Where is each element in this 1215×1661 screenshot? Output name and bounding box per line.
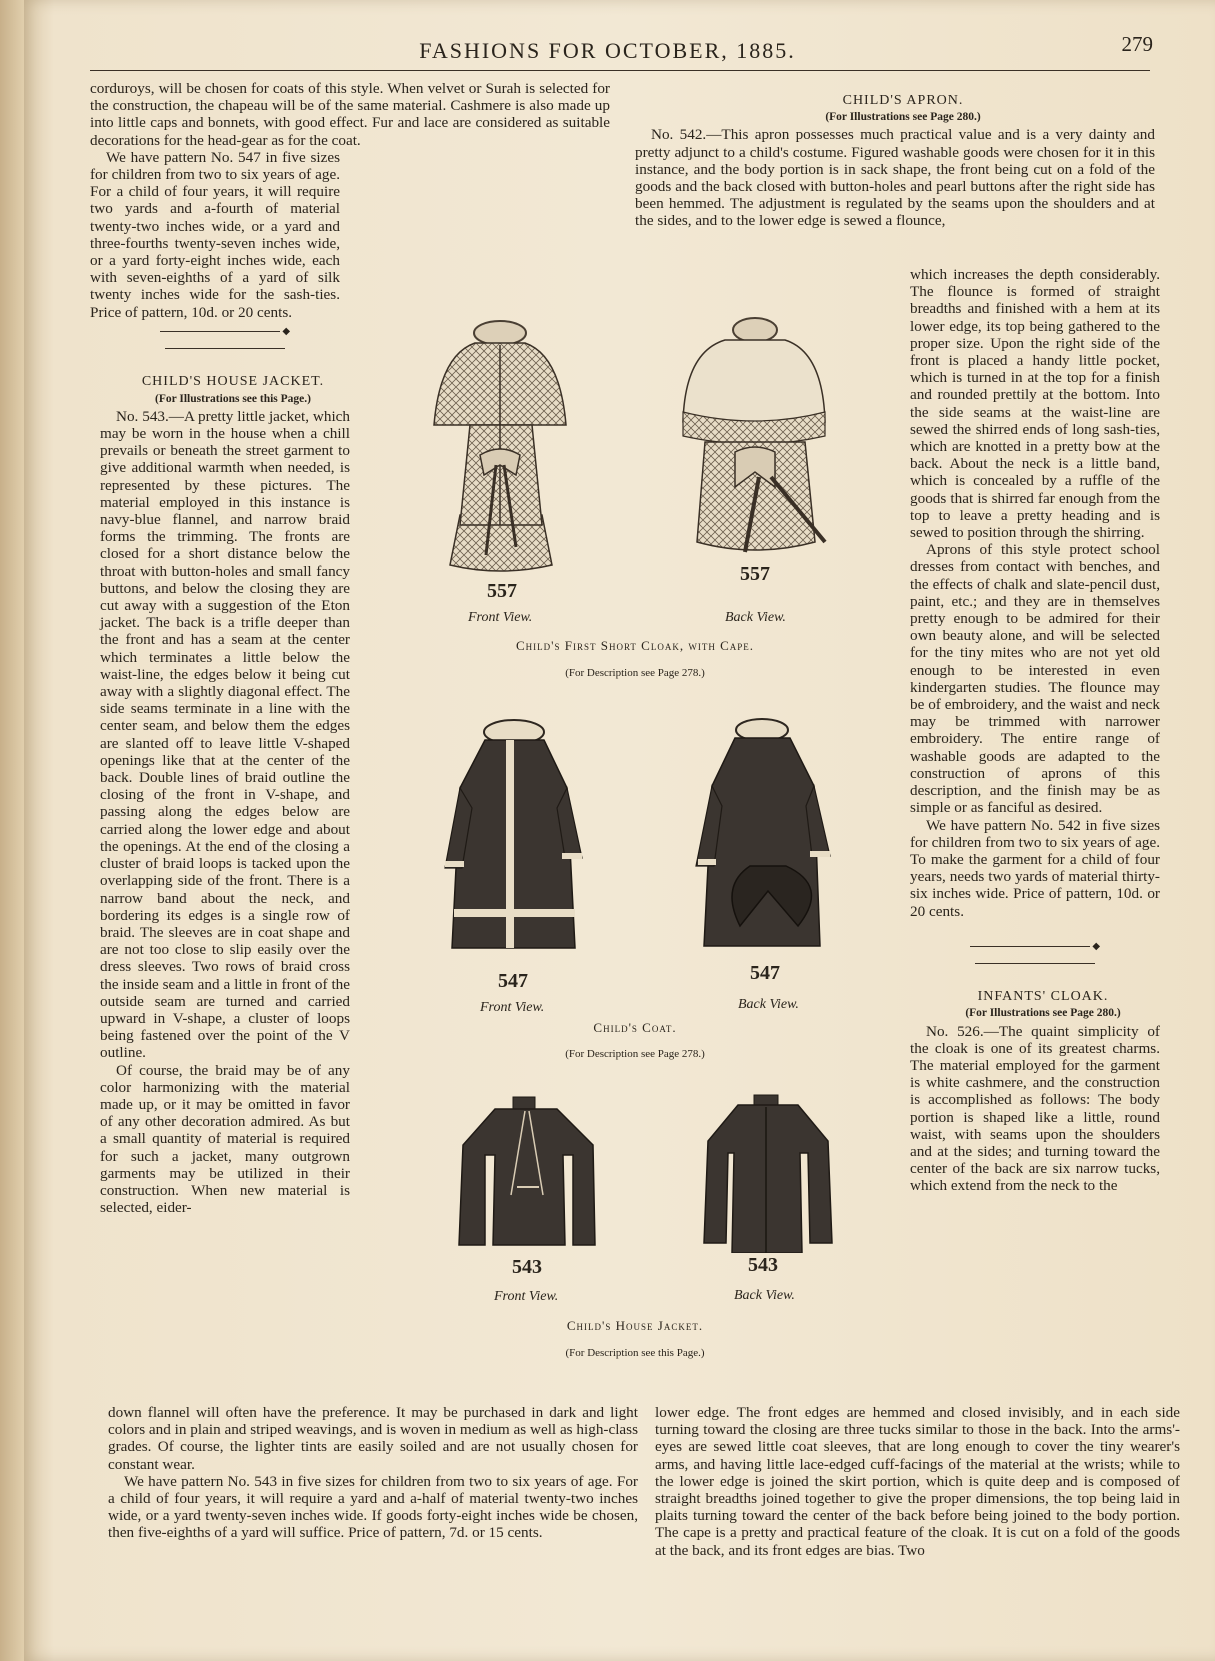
cloak-caption-note: (For Description see Page 278.) — [565, 667, 705, 679]
bottom-right-paragraph-1: lower edge. The front edges are hemmed and closed invisibly, and in each side turning toward the closing are three tucks similar to those in the back. Into the arms'-eyes are sewed little coat sleeves, that are long enough to cover the tiny wearer's arms, and having little lace-edged cuff-facings of the material at the wrists; while to the lower edge is joined the skirt portion, which is quite deep and is composed of straight breadths joined together to give the proper dimensions, the top being laid in plaits turning toward the center of the back before being joined to the body portion. The cape is a pretty and practical feature of the cloak. It is cut on a fold of the goods at the back, and its front edges are bias. Two — [655, 1404, 1180, 1559]
jacket-paragraph-1: No. 543.—A pretty little jacket, which may be worn in the house when a chill prevails or beneath the street garment to give additional warmth when needed, is represented by these pictures. The material employed in this instance is navy-blue flannel, and narrow braid forms the trimming. The fronts are closed for a short distance below the throat with button-holes and small fancy buttons, and below the closing they are cut away with a suggestion of the Eton jacket. The back is a trifle deeper than the front and has a seam at the center which terminates a little below the waist-line, the edges below it being cut away with a slightly diagonal effect. The side seams terminate in a line with the center seam, and below them the edges are slanted off to leave little V-shaped openings like that at the center of the back. Double lines of braid outline the closing of the front in V-shape, and passing along the edges below are carried along the lower edge and about the openings. At the end of the closing a cluster of braid loops is tacked upon the overlapping side of the front. There is a narrow band about the neck, and bordering its edges is a single row of braid. The sleeves are in coat shape and are not too close to slip easily over the dress sleeves. Two rows of braid cross the inside seam and a little in front of the outside seam are turned and carried upward in V-shape, a cluster of loops being fastened over the point of the V outline. — [100, 407, 350, 1062]
jacket-heading: CHILD'S HOUSE JACKET. — [141, 374, 325, 390]
jacket-front-view-label: Front View. — [494, 1289, 559, 1304]
coat-caption-note: (For Description see Page 278.) — [565, 1048, 705, 1060]
infant-note: (For Illustrations see Page 280.) — [965, 1007, 1121, 1020]
figure-number-547-front: 547 — [498, 970, 528, 992]
left-column — [90, 80, 610, 321]
intro-paragraph-2: We have pattern No. 547 in five sizes for children from two to six years of age. For a child of four years, it will require two yards and a-fourth of material twenty-two inches wide, or a yard and three-fourths twenty-seven inches wide, or a yard forty-eight inches wide, each with seven-eighths of a yard of silk twenty inches wide for the sash-ties. Price of pattern, 10d. or 20 cents. — [90, 148, 340, 321]
apron-paragraph-1: No. 542.—This apron possesses much practical value and is a very dainty and pretty adjunct to a child's costume. Figured washable goods were chosen for it in this instance, and the body portion is in sack shape, the front being cut on a fold of the goods and the back closed with button-holes and pearl buttons after the right side has been hemmed. The adjustment is regulated by the seams upon the shoulders and at the sides, and to the lower edge is sewed a flounce, — [635, 126, 1155, 230]
cloak-front-illustration — [420, 315, 580, 575]
jacket-back-view-label: Back View. — [734, 1288, 795, 1303]
cloak-caption: Child's First Short Cloak, with Cape. — [515, 638, 754, 653]
header-rule — [90, 70, 1150, 71]
section-divider-2: ◆ — [910, 938, 1160, 972]
page-number: 279 — [1121, 32, 1153, 56]
bottom-right-block — [655, 1404, 1180, 1559]
apron-paragraph-2: Aprons of this style protect school dresses from contact with benches, and the effects of chalk and slate-pencil dust, paint, etc.; and they are in themselves pretty enough to be admired for their own beauty alone, and will be selected for the tiny mites who are not yet old enough to be interested in even kindergarten studies. The flounce may be of embroidery, and the waist and neck may be trimmed with narrower embroidery. The entire range of washable goods are adapted to the construction of aprons of this description, and the finish may be as simple or as fanciful as desired. — [910, 541, 1160, 817]
jacket-note: (For Illustrations see this Page.) — [155, 392, 311, 405]
section-divider: ◆ — [100, 323, 350, 357]
apron-article-narrow — [910, 266, 1160, 1195]
coat-caption: Child's Coat. — [593, 1020, 677, 1035]
bottom-left-paragraph-2: We have pattern No. 543 in five sizes for children from two to six years of age. For a child of four years, it will require a yard and a-half of material twenty-two inches wide, or a yard twenty-seven inches wide. If goods forty-eight inches wide be chosen, then five-eighths of a yard will suffice. Price of pattern, 7d. or 15 cents. — [108, 1472, 638, 1542]
coat-front-illustration — [440, 718, 590, 968]
apron-paragraph-1-cont: which increases the depth considerably. The flounce is formed of straight breadths and finished with a hem at its lower edge, its top being gathered to the proper size. Upon the right side of the front is placed a handy little pocket, which is turned in at the top for a finish and rounded prettily at the bottom. Into the side seams at the waist-line are sewed the shirred ends of long sash-ties, which are knotted in a pretty bow at the back. About the neck is a little band, which is concealed by a ruffle of the goods that is shirred far enough from the top to leave a pretty heading and is sewed to position through the shirring. — [910, 266, 1160, 542]
apron-paragraph-3: We have pattern No. 542 in five sizes for children from two to six years of age. To make the garment for a child of four years, needs two yards of material thirty-six inches wide. Price of pattern, 10d. or 20 cents. — [910, 816, 1160, 920]
figure-number-543-front: 543 — [512, 1256, 542, 1278]
coat-back-illustration — [690, 716, 850, 966]
binding-edge — [0, 0, 24, 1661]
figure-number-557-back: 557 — [740, 563, 770, 585]
bottom-left-paragraph-1: down flannel will often have the preference. It may be purchased in dark and light colors and in plain and striped weavings, and is woven in medium as well as high-class grades. Of course, the lighter tints are easily soiled and are not usually chosen for constant wear. — [108, 1404, 638, 1473]
intro-paragraph-1: corduroys, will be chosen for coats of this style. When velvet or Surah is selected for the construction, the chapeau will be of the same material. Cashmere is also made up into little caps and bonnets, with good effect. Fur and lace are considered as suitable decorations for the head-gear as for the coat. — [90, 80, 610, 149]
infant-paragraph-1: No. 526.—The quaint simplicity of the cloak is one of its greatest charms. The material employed for the garment is white cashmere, and the construction is accomplished as follows: The body portion is shaped like a little, round waist, with seams upon the shoulders and at the sides; and turning toward the center of the back are six narrow tucks, which extend from the neck to the — [910, 1022, 1160, 1195]
apron-article-top — [635, 92, 1155, 230]
figure-number-543-back: 543 — [748, 1254, 778, 1276]
bottom-left-block — [108, 1404, 638, 1542]
cloak-front-view-label: Front View. — [468, 610, 533, 625]
running-head: FASHIONS FOR OCTOBER, 1885. — [419, 38, 796, 63]
jacket-article — [100, 323, 350, 1216]
coat-front-view-label: Front View. — [480, 1000, 545, 1015]
jacket-caption: Child's House Jacket. — [566, 1318, 704, 1333]
infant-heading: INFANTS' CLOAK. — [977, 989, 1109, 1005]
jacket-front-illustration — [455, 1095, 600, 1255]
cloak-back-view-label: Back View. — [725, 610, 786, 625]
figure-number-557-front: 557 — [487, 580, 517, 602]
apron-heading: CHILD'S APRON. — [842, 93, 964, 108]
jacket-back-illustration — [698, 1093, 838, 1253]
coat-back-view-label: Back View. — [738, 997, 799, 1012]
figure-number-547-back: 547 — [750, 962, 780, 984]
apron-note: (For Illustrations see Page 280.) — [825, 111, 981, 124]
jacket-caption-note: (For Description see this Page.) — [565, 1347, 705, 1359]
cloak-back-illustration — [675, 312, 845, 572]
jacket-paragraph-2: Of course, the braid may be of any color harmonizing with the material made up, or it may be omitted in favor of any other decoration admired. As but a small quantity of material is required for such a jacket, many outgrown garments may be utilized in their construction. When new material is selected, eider- — [100, 1061, 350, 1217]
